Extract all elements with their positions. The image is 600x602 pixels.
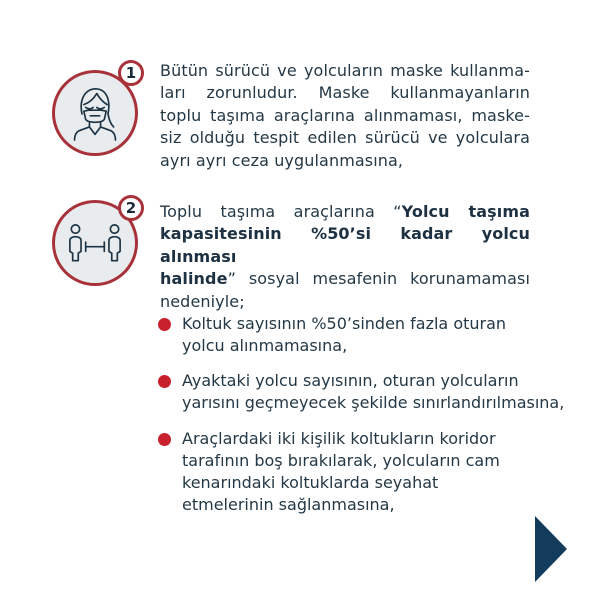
- bullet-line: yolcu alınmamasına,: [182, 336, 348, 355]
- bullet-item-2: [158, 370, 564, 414]
- bullet-dot-icon: [158, 433, 171, 446]
- step-badge-1: 1: [118, 60, 144, 86]
- bullet-line: yarısını geçmeyecek şekilde sınırlandırılmasına,: [182, 393, 565, 412]
- bullet-dot-icon: [158, 375, 171, 388]
- bullet-line: Koltuk sayısının %50’sinden fazla oturan: [182, 314, 507, 333]
- item-1-line: ları zorunludur. Maske kullanmayanların: [160, 83, 530, 103]
- bullet-dot-icon: [158, 318, 171, 331]
- bullet-line: Ayaktaki yolcu sayısının, oturan yolcuların: [182, 371, 519, 390]
- item-2-intro-line: nedeniyle;: [160, 291, 245, 311]
- item-1-line: toplu taşıma araçlarına alınmaması, maske-: [160, 105, 530, 125]
- masked-person-icon: [55, 73, 135, 153]
- bullet-line: kenarındaki koltuklarda seyahat: [182, 473, 439, 492]
- item-1-line: ayrı ayrı ceza uygulanmasına,: [160, 150, 404, 170]
- item-1-text: [160, 60, 530, 172]
- item-2-intro-line: halinde” sosyal mesafenin korunamaması: [160, 269, 530, 289]
- emphasis-text: Yolcu taşıma: [401, 202, 530, 221]
- emphasis-text: kapasitesinin %50’si kadar yolcu alınması: [160, 224, 530, 266]
- next-arrow-icon[interactable]: [535, 516, 567, 582]
- item-1-line: siz olduğu tespit edilen sürücü ve yolculara: [160, 128, 530, 148]
- item-2-intro: [160, 201, 530, 313]
- bullet-item-1: [158, 313, 506, 357]
- bullet-line: Araçlardaki iki kişilik koltukların koridor: [182, 429, 496, 448]
- item-1-line: Bütün sürücü ve yolcuların maske kullanma-: [160, 61, 530, 80]
- emphasis-text: halinde: [160, 269, 228, 289]
- item-2-intro-line: [160, 223, 530, 268]
- bullet-line: etmelerinin sağlanmasına,: [182, 495, 395, 514]
- bullet-item-3: [158, 428, 500, 516]
- step-badge-2: 2: [118, 195, 144, 221]
- bullet-line: tarafının boş bırakılarak, yolcuların cam: [182, 451, 500, 470]
- item-2-intro-line: Toplu taşıma araçlarına “Yolcu taşıma: [160, 202, 530, 221]
